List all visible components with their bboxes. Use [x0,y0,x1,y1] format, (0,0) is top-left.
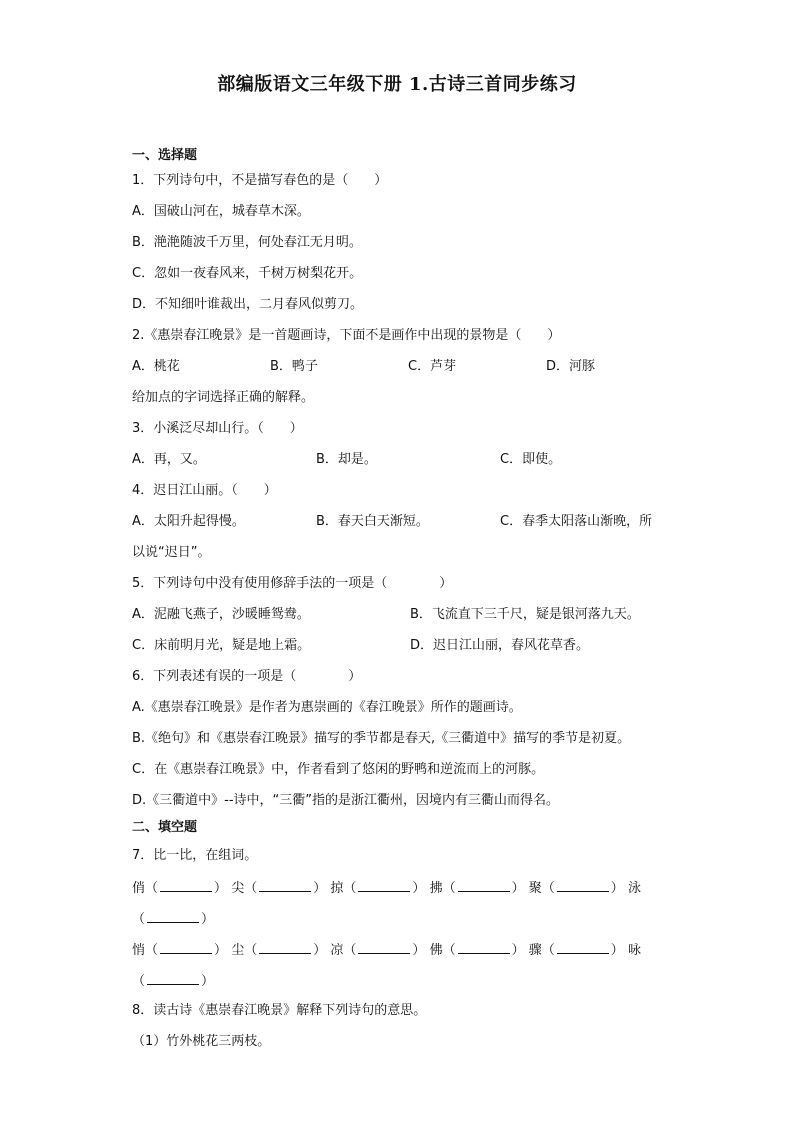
answer-blank[interactable] [259,879,311,892]
q1-option-c: C．忽如一夜春风来，千树万树梨花开。 [132,266,363,281]
q7-char: 佛 [429,943,443,958]
q2-stem: 2.《惠崇春江晚景》是一首题画诗，下面不是画作中出现的景物是（ ） [132,328,561,343]
q1-option-b: B．滟滟随波千万里，何处春江无月明。 [132,235,362,250]
q5-stem: 5．下列诗句中没有使用修辞手法的一项是（ ） [132,576,453,591]
q2-option-b: B．鸭子 [270,359,318,374]
q7-char: 泳 [627,881,641,896]
q7-char: 悄 [132,943,146,958]
instruction-text: 给加点的字词选择正确的解释。 [132,390,315,405]
q7-char: 尘 [231,943,245,958]
answer-blank[interactable] [557,941,609,954]
answer-blank[interactable] [147,972,199,985]
answer-blank[interactable] [458,879,510,892]
answer-blank[interactable] [160,941,212,954]
q7-row1-wrap: （ ） [132,912,215,927]
q3-option-b: B．却是。 [316,452,377,467]
q6-option-b: B.《绝句》和《惠崇春江晚景》描写的季节都是春天,《三衢道中》描写的季节是初夏。 [132,731,631,746]
q1-option-d: D．不知细叶谁裁出，二月春风似剪刀。 [132,297,364,312]
q4-stem: 4．迟日江山丽。（ ） [132,483,277,498]
q7-row2-wrap: （ ） [132,974,215,989]
q7-row2: 悄（ ） 尘（ ） 凉（ ） 佛（ ） 骤（ ） 咏 [132,943,641,958]
section-heading-choice: 一、选择题 [132,148,198,163]
answer-blank[interactable] [358,941,410,954]
section-heading-fill: 二、填空题 [132,820,198,835]
q7-stem: 7．比一比，在组词。 [132,848,258,863]
q2-option-c: C．芦芽 [408,359,457,374]
answer-blank[interactable] [147,910,199,923]
answer-blank[interactable] [259,941,311,954]
q2-option-d: D．河豚 [546,359,596,374]
q4-options [132,514,672,530]
q7-char: 拂 [429,881,443,896]
q6-option-d: D.《三衢道中》--诗中，“三衢”指的是浙江衢州，因境内有三衢山而得名。 [132,793,559,808]
q8-stem: 8．读古诗《惠崇春江晚景》解释下列诗句的意思。 [132,1003,427,1018]
q2-option-a: A．桃花 [132,359,180,374]
q5-option-d: D．迟日江山丽，春风花草香。 [410,638,590,653]
page-title: 部编版语文三年级下册 1.古诗三首同步练习 [217,74,577,95]
q7-char: 聚 [528,881,542,896]
answer-blank[interactable] [557,879,609,892]
q4-option-b: B．春天白天渐短。 [316,514,429,529]
q4-option-c-continued: 以说“迟日”。 [132,545,211,560]
q3-option-c: C．即使。 [500,452,562,467]
q5-options-row1 [132,607,672,623]
q6-option-a: A.《惠崇春江晚景》是作者为惠崇画的《春江晚景》所作的题画诗。 [132,700,522,715]
q3-stem: 3．小溪泛尽却山行。（ ） [132,421,303,436]
q5-option-a: A．泥融飞燕子，沙暖睡鸳鸯。 [132,607,310,622]
q7-char: 咏 [627,943,641,958]
q7-row1: 俏（ ） 尖（ ） 掠（ ） 拂（ ） 聚（ ） 泳 [132,881,641,896]
q4-option-a: A．太阳升起得慢。 [132,514,245,529]
q8-sub1: （1）竹外桃花三两枝。 [132,1034,271,1049]
q3-option-a: A．再，又。 [132,452,206,467]
q7-char: 尖 [231,881,245,896]
q3-options [132,452,652,468]
answer-blank[interactable] [160,879,212,892]
q1-stem: 1．下列诗句中，不是描写春色的是（ ） [132,173,388,188]
q7-char: 俏 [132,881,146,896]
q7-char: 凉 [330,943,344,958]
q5-option-b: B．飞流直下三千尺，疑是银河落九天。 [410,607,640,622]
q2-options [132,359,652,375]
q7-char: 骤 [528,943,542,958]
q5-options-row2 [132,638,672,654]
q1-option-a: A．国破山河在，城春草木深。 [132,204,310,219]
q6-stem: 6．下列表述有误的一项是（ ） [132,669,362,684]
answer-blank[interactable] [358,879,410,892]
q7-char: 掠 [330,881,344,896]
answer-blank[interactable] [458,941,510,954]
q6-option-c: C．在《惠崇春江晚景》中，作者看到了悠闲的野鸭和逆流而上的河豚。 [132,762,545,777]
q5-option-c: C．床前明月光，疑是地上霜。 [132,638,311,653]
q4-option-c: C．春季太阳落山渐晚，所 [500,514,653,529]
